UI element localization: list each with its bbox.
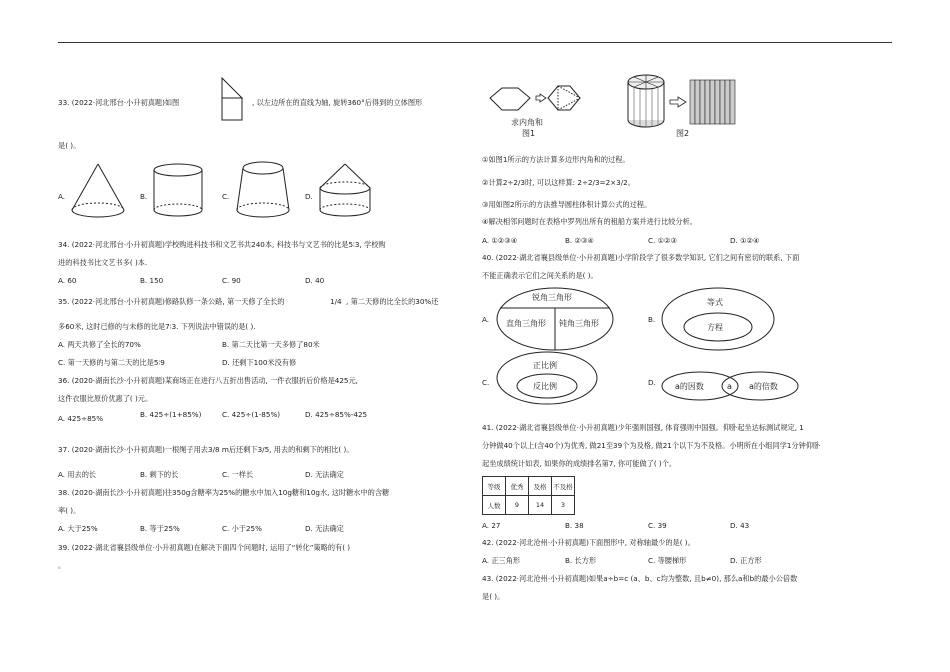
q36-opt-b[interactable]: B. 425÷(1+85%) <box>140 410 202 419</box>
q41-score-table <box>482 476 575 515</box>
q38-opt-d[interactable]: D. 无法确定 <box>305 524 344 533</box>
q40-opt-b[interactable]: B. <box>648 315 656 324</box>
q34-opt-d[interactable]: D. 40 <box>305 276 325 285</box>
q42-opt-a[interactable]: A. 正三角形 <box>482 556 521 565</box>
q35-line2: 多60米, 这时已修的与未修的比是7∶3. 下列说法中错误的是( ). <box>58 322 256 331</box>
q37-opt-a[interactable]: A. 用去的长 <box>58 470 97 479</box>
q34-line1: 34. (2022·河北邢台·小升初真题)学校购进科技书和文艺书共240本, 科技书与文艺书的比是5∶3, 学校购 <box>58 240 386 249</box>
q40-c-inner: 反比例 <box>533 382 557 391</box>
q34-line2: 进的科技书比文艺书多( )本. <box>58 258 148 267</box>
q40-line2: 不能正确表示它们之间关系的是( )。 <box>482 271 598 280</box>
q42-opt-d[interactable]: D. 正方形 <box>730 556 762 565</box>
cone-cylinder-figure <box>315 160 375 222</box>
q39-item-1: ①如图1所示的方法计算多边形内角和的过程。 <box>482 155 630 164</box>
q40-b-inner: 方程 <box>707 323 723 332</box>
q36-line2: 这件衣服比原价优惠了( )元。 <box>58 394 153 403</box>
q39-item-2: ②计算2÷2/3时, 可以这样算: 2÷2/3=2×3/2。 <box>482 178 635 187</box>
q37-opt-d[interactable]: D. 无法确定 <box>305 470 344 479</box>
q34-opt-a[interactable]: A. 60 <box>58 276 77 285</box>
q41-opt-d[interactable]: D. 43 <box>730 521 750 530</box>
table-cell: 优秀 <box>506 477 529 496</box>
q33-opt-b[interactable]: B. <box>140 192 148 201</box>
q35-line1b: , 第二天修的比全长的30%还 <box>346 297 439 306</box>
q38-opt-a[interactable]: A. 大于25% <box>58 524 98 533</box>
q40-d-left: a的因数 <box>675 382 704 391</box>
q40-opt-d[interactable]: D. <box>648 378 656 387</box>
q41-line3: 起坐成绩统计如表, 如果你的成绩排名第7, 你可能做了( )个。 <box>482 459 677 468</box>
q39-line1: 39. (2022·湖北省襄县级单位·小升初真题)在解决下面四个问题时, 运用了“转化”策略的有( ) <box>58 543 351 552</box>
q36-line1: 36. (2020·湖南长沙·小升初真题)某商场正在进行八五折出售活动, 一件衣服折后价格是425元, <box>58 376 358 385</box>
q35-opt-d[interactable]: D. 还剩下100米没有修 <box>222 358 297 367</box>
cylinder-figure <box>150 160 208 222</box>
q38-line1: 38. (2020·湖南长沙·小升初真题)往350g含糖率为25%的糖水中加入10g糖和10g水, 这时糖水中的含糖 <box>58 488 390 497</box>
q33-opt-d[interactable]: D. <box>305 192 313 201</box>
fig1-label1: 求内角和 <box>511 118 543 127</box>
q41-opt-a[interactable]: A. 27 <box>482 521 501 530</box>
q40-opt-c[interactable]: C. <box>482 378 490 387</box>
q37-line1: 37. (2020·湖南长沙·小升初真题)一根绳子用去3/8 m后还剩下3/5, 用去的和剩下的相比( )。 <box>58 445 354 454</box>
q40-a-label-1: 锐角三角形 <box>532 293 572 302</box>
q40-d-right: a的倍数 <box>749 382 778 391</box>
q42-line1: 42. (2022·河北沧州·小升初真题)下面图形中, 对称轴最少的是( )。 <box>482 538 695 547</box>
q37-opt-b[interactable]: B. 剩下的长 <box>140 470 179 479</box>
table-row <box>483 477 575 496</box>
q36-opt-c[interactable]: C. 425÷(1-85%) <box>222 410 281 419</box>
q41-line2: 分钟做40个以上(含40个)为优秀, 做21至39个为及格, 做21个以下为不及格。小明所在小组同学1分钟仰卧 <box>482 441 821 450</box>
q38-opt-c[interactable]: C. 小于25% <box>222 524 262 533</box>
q35-opt-a[interactable]: A. 两天共修了全长的70% <box>58 340 141 349</box>
q33-opt-c[interactable]: C. <box>222 192 230 201</box>
header-rule <box>58 42 892 43</box>
fig1-label2: 图1 <box>522 129 536 138</box>
q39-opt-b[interactable]: B. ②③④ <box>565 236 594 245</box>
q36-opt-a[interactable]: A. 425÷85% <box>58 414 104 423</box>
table-cell: 14 <box>529 496 552 515</box>
q40-a-label-3: 钝角三角形 <box>559 319 599 328</box>
q33-figure <box>218 76 248 122</box>
q33-opt-a[interactable]: A. <box>58 192 66 201</box>
q43-line2: 是( )。 <box>482 592 505 601</box>
q35-frac: 1/4 <box>330 297 342 306</box>
q39-opt-d[interactable]: D. ①②④ <box>730 236 760 245</box>
table-cell: 及格 <box>529 477 552 496</box>
q39-opt-a[interactable]: A. ①②③④ <box>482 236 518 245</box>
q39-item-3: ③用如图2所示的方法推导圆柱体积计算公式的过程。 <box>482 200 652 209</box>
q35-line1: 35. (2022·河北邢台·小升初真题)修路队修一条公路, 第一天修了全长的 <box>58 297 285 306</box>
table-cell: 等级 <box>483 477 506 496</box>
q33-line1b: , 以左边所在的直线为轴, 旋转360°后得到的立体图形 <box>252 98 423 107</box>
q35-opt-b[interactable]: B. 第二天比第一天多修了80米 <box>222 340 320 349</box>
table-cell: 人数 <box>483 496 506 515</box>
table-cell: 9 <box>506 496 529 515</box>
cone-figure <box>68 160 128 222</box>
q35-opt-c[interactable]: C. 第一天修的与第二天的比是5∶9 <box>58 358 165 367</box>
q40-c-outer: 正比例 <box>533 361 557 370</box>
q40-line1: 40. (2022·湖北省襄县级单位·小升初真题)小学阶段学了很多数学知识, 它们之间有密切的联系, 下面 <box>482 253 800 262</box>
q33-line1: 33. (2022·河北邢台·小升初真题)如图 <box>58 98 180 107</box>
fig2-cylinder <box>622 72 742 132</box>
table-row <box>483 496 575 515</box>
table-cell: 3 <box>552 496 575 515</box>
fig2-label: 图2 <box>676 129 690 138</box>
q38-opt-b[interactable]: B. 等于25% <box>140 524 180 533</box>
q42-opt-b[interactable]: B. 长方形 <box>565 556 597 565</box>
table-cell: 不及格 <box>552 477 575 496</box>
q38-line2: 率( )。 <box>58 506 81 515</box>
q40-b-outer: 等式 <box>707 298 723 307</box>
q37-opt-c[interactable]: C. 一样长 <box>222 470 254 479</box>
q41-opt-b[interactable]: B. 38 <box>565 521 584 530</box>
q43-line1: 43. (2022·河北沧州·小升初真题)如果a÷b=c (a、b、c均为整数, 且b≠0), 那么a和b的最小公倍数 <box>482 574 798 583</box>
q40-c-diagram <box>494 350 600 406</box>
q34-opt-b[interactable]: B. 150 <box>140 276 164 285</box>
q33-line2: 是( )。 <box>58 141 81 150</box>
q40-opt-a[interactable]: A. <box>482 315 490 324</box>
q40-a-label-2: 直角三角形 <box>506 319 546 328</box>
q41-line1: 41. (2022·湖北省襄县级单位·小升初真题)少年强则国强, 体育强则中国强。仰卧起坐达标测试规定, 1 <box>482 423 804 432</box>
q39-item-4: ④解决相邻问题时在表格中罗列出所有的租船方案并进行比较分析。 <box>482 217 697 226</box>
q39-opt-c[interactable]: C. ①②③ <box>648 236 677 245</box>
q42-opt-c[interactable]: C. 等腰梯形 <box>648 556 687 565</box>
q36-opt-d[interactable]: D. 425÷85%-425 <box>305 410 368 419</box>
q40-d-mid: a <box>727 382 732 391</box>
q39-line2: 。 <box>58 561 66 570</box>
frustum-figure <box>232 158 294 222</box>
q41-opt-c[interactable]: C. 39 <box>648 521 667 530</box>
q40-b-diagram <box>660 286 776 352</box>
q34-opt-c[interactable]: C. 90 <box>222 276 241 285</box>
